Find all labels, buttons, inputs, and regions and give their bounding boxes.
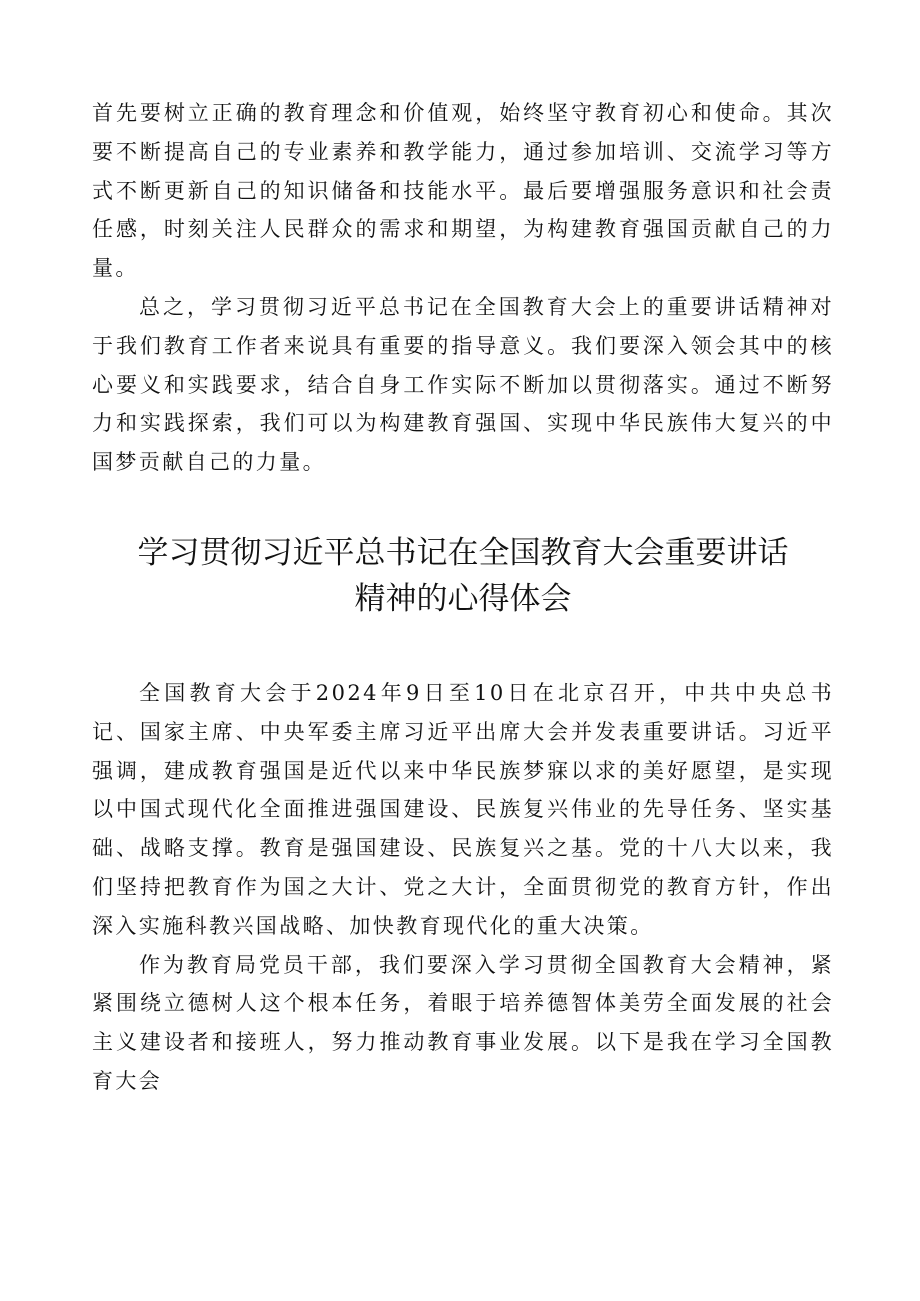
body-paragraph: 作为教育局党员干部，我们要深入学习贯彻全国教育大会精神，紧紧围绕立德树人这个根本任务，着眼于培养德智体美劳全面发展的社会主义建设者和接班人，努力推动教育事业发展。以下是我在学习全国教育大会 [92, 952, 834, 1093]
document-page [92, 94, 834, 1101]
body-paragraph: 首先要树立正确的教育理念和价值观，始终坚守教育初心和使命。其次要不断提高自己的专业素养和教学能力，通过参加培训、交流学习等方式不断更新自己的知识储备和技能水平。最后要增强服务意识和社会责任感，时刻关注人民群众的需求和期望，为构建教育强国贡献自己的力量。 [92, 101, 834, 281]
article-title [92, 530, 834, 622]
title-line: 精神的心得体会 [354, 580, 572, 617]
title-line: 学习贯彻习近平总书记在全国教育大会重要讲话 [137, 534, 789, 571]
body-paragraph: 全国教育大会于2024年9日至10日在北京召开，中共中央总书记、国家主席、中央军委主席习近平出席大会并发表重要讲话。习近平强调，建成教育强国是近代以来中华民族梦寐以求的美好愿望，是实现以中国式现代化全面推进强国建设、民族复兴伟业的先导任务、坚实基础、战略支撑。教育是强国建设、民族复兴之基。党的十八大以来，我们坚持把教育作为国之大计、党之大计，全面贯彻党的教育方针，作出深入实施科教兴国战略、加快教育现代化的重大决策。 [92, 680, 834, 938]
body-paragraph: 总之，学习贯彻习近平总书记在全国教育大会上的重要讲话精神对于我们教育工作者来说具有重要的指导意义。我们要深入领会其中的核心要义和实践要求，结合自身工作实际不断加以贯彻落实。通过不断努力和实践探索，我们可以为构建教育强国、实现中华民族伟大复兴的中国梦贡献自己的力量。 [92, 294, 834, 475]
